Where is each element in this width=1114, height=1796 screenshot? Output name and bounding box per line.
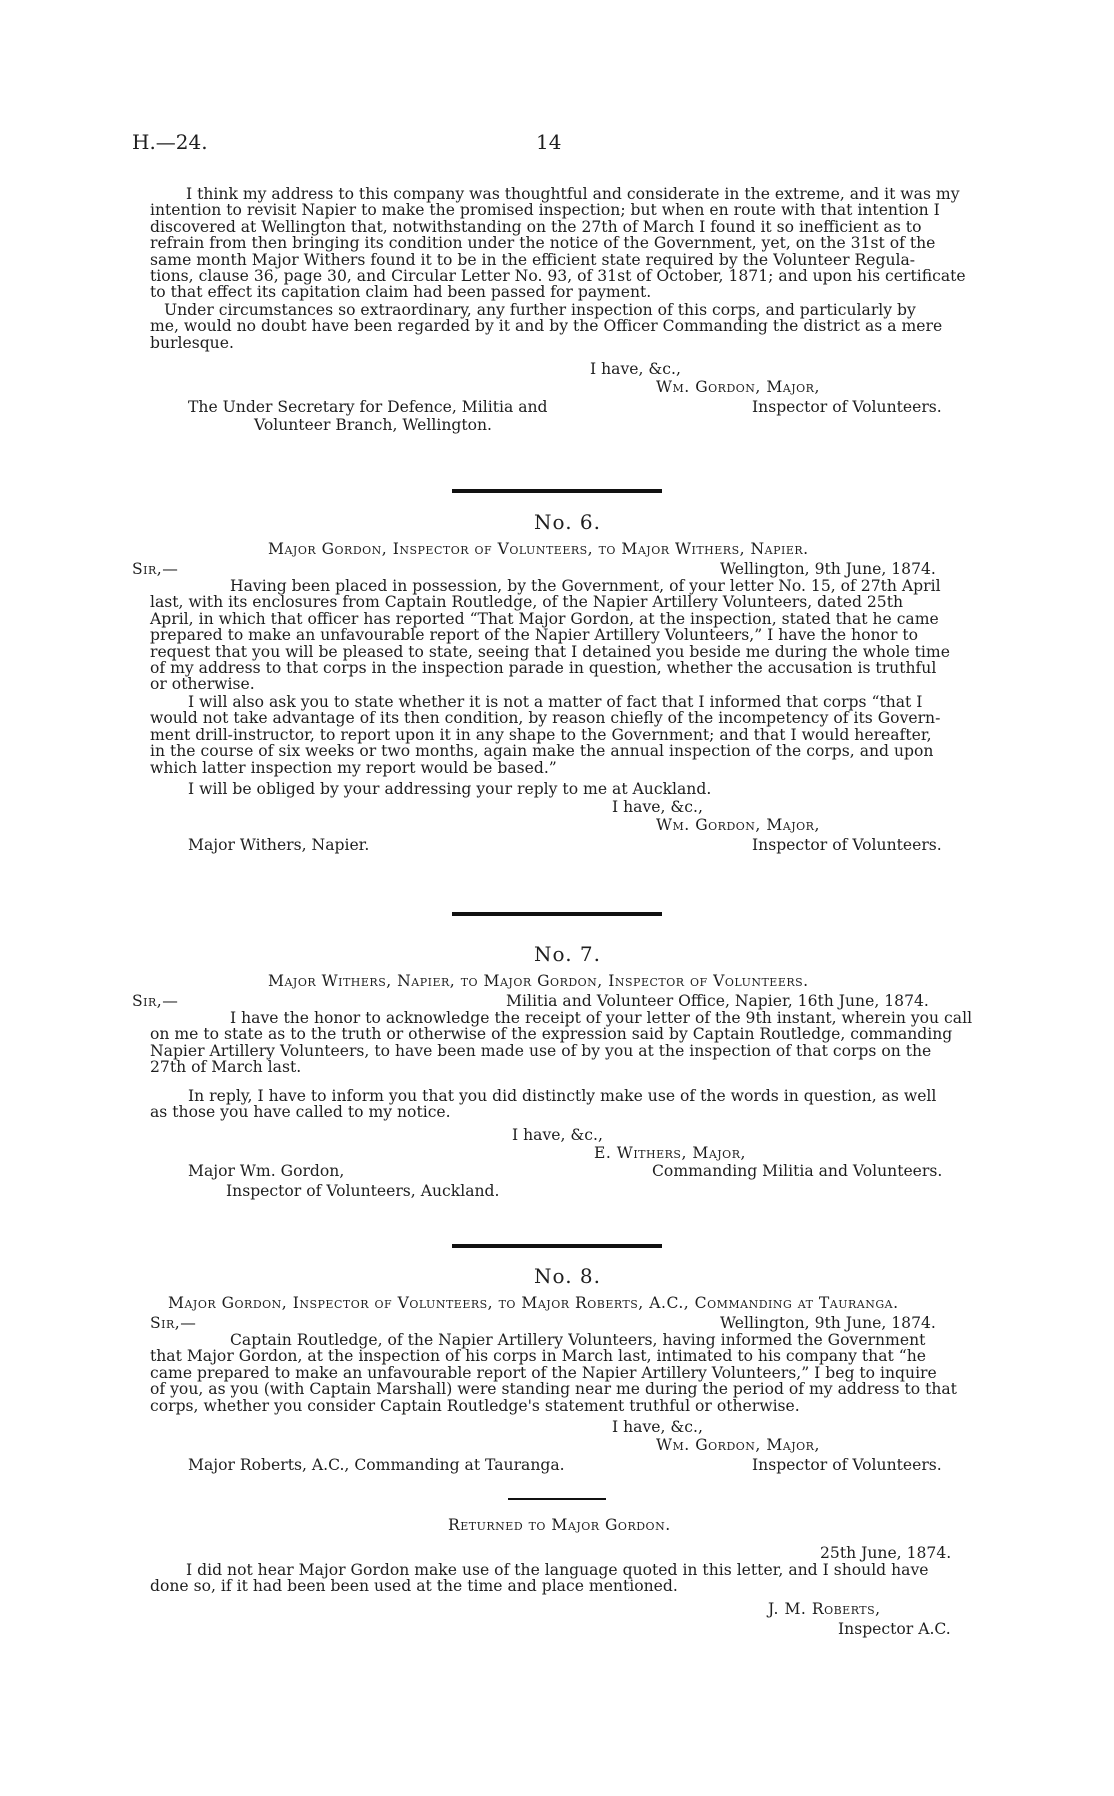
intro-closing: I have, &c., [590, 360, 681, 378]
intro-paragraph-1: I think my address to this company was thoughtful and considerate in the extreme, and it was my intention to revisit Napier to make the promised inspection; but when en route with that intention I discovered at Wellington that, notwithstanding on the 27th of March I found it so inefficient as to refrain from then bringing its condition under the notice of the Government, yet, on the 31st of the same month Major Withers found it to be in the efficient state required by the Volunteer Regula- tions, clause 36, page 30, and Circular Letter No. 93, of 31st of October, 1871; and upon his certificate to that effect its capitation claim had been passed for payment. [150, 185, 966, 302]
no7-closing: I have, &c., [512, 1126, 603, 1144]
no7-salutation: Sir,— [132, 992, 179, 1010]
no7-signer-title: Commanding Militia and Volunteers. [652, 1162, 943, 1180]
page-number: 14 [536, 130, 562, 154]
reply-date: 25th June, 1874. [820, 1544, 952, 1562]
intro-paragraph-2: Under circumstances so extraordinary, any further inspection of this corps, and particularly by me, would no doubt have been regarded by it and by the Officer Commanding the district as a mere burlesque. [150, 301, 943, 352]
document-code: H.—24. [132, 130, 208, 154]
no6-paragraph-2: I will also ask you to state whether it is not a matter of fact that I informed that corps “that I would not take advantage of its then condition, by reason chiefly of the incompetency of its Govern- ment drill-instructor, to report upon it in any shape to the Government; and that I would hereafter, in the course of six weeks or two months, again make the annual inspection of the corps, and upon which latter inspection my report would be based.” [150, 693, 941, 777]
no7-addressee-line1: Major Wm. Gordon, [188, 1162, 345, 1180]
no6-closing: I have, &c., [612, 798, 703, 816]
no7-addressee-line2: Inspector of Volunteers, Auckland. [226, 1182, 500, 1200]
no8-signer: Wm. Gordon, Major, [656, 1436, 820, 1454]
intro-addressee-line1: The Under Secretary for Defence, Militia and [188, 398, 548, 416]
no8-paragraph-1: Captain Routledge, of the Napier Artillery Volunteers, having informed the Government that Major Gordon, at the inspection of his corps in March last, intimated to his company that “he came prepared to make an unfavourable report of the Napier Artillery Volunteers,” I beg to inquire of you, as you (with Captain Marshall) were standing near me during the period of my address to that corps, whether you consider Captain Routledge's statement truthful or otherwise. [150, 1331, 957, 1415]
letter-heading-no6: No. 6. [534, 510, 601, 534]
no8-dateline: Wellington, 9th June, 1874. [720, 1314, 936, 1332]
letter-heading-no7: No. 7. [534, 942, 601, 966]
section-divider [452, 489, 662, 493]
no6-salutation: Sir,— [132, 560, 179, 578]
no7-dateline: Militia and Volunteer Office, Napier, 16th June, 1874. [506, 992, 929, 1010]
no7-paragraph-1: I have the honor to acknowledge the receipt of your letter of the 9th instant, wherein you call on me to state as to the truth or otherwise of the expression said by Captain Routledge, commanding Napier Artillery Volunteers, to have been made use of by you at the inspection of that corps on the 27th of March last. [150, 1009, 973, 1077]
no8-addressee: Major Roberts, A.C., Commanding at Tauranga. [188, 1456, 565, 1474]
reply-signer: J. M. Roberts, [768, 1600, 881, 1618]
letter-heading-no8: No. 8. [534, 1264, 601, 1288]
no8-subtitle: Major Gordon, Inspector of Volunteers, to Major Roberts, A.C., Commanding at Tauranga. [168, 1294, 899, 1312]
reply-paragraph: I did not hear Major Gordon make use of the language quoted in this letter, and I should have done so, if it had been been used at the time and place mentioned. [150, 1561, 929, 1596]
section-divider [452, 1244, 662, 1248]
section-divider [452, 912, 662, 916]
reply-divider [508, 1498, 606, 1500]
no6-signer-title: Inspector of Volunteers. [752, 836, 942, 854]
reply-heading: Returned to Major Gordon. [448, 1516, 671, 1534]
no6-dateline: Wellington, 9th June, 1874. [720, 560, 936, 578]
no7-paragraph-2: In reply, I have to inform you that you did distinctly make use of the words in question, as well as those you have called to my notice. [150, 1087, 937, 1122]
no6-paragraph-1: Having been placed in possession, by the Government, of your letter No. 15, of 27th April last, with its enclosures from Captain Routledge, of the Napier Artillery Volunteers, dated 25th April, in which that officer has reported “That Major Gordon, at the inspection, stated that he came prepared to make an unfavourable report of the Napier Artillery Volunteers,” I have the honor to request that you will be pleased to state, seeing that I detained you beside me during the whole time of my address to that corps in the inspection parade in question, whether the accusation is truthful or otherwise. [150, 577, 950, 694]
no6-addressee: Major Withers, Napier. [188, 836, 370, 854]
no7-subtitle: Major Withers, Napier, to Major Gordon, Inspector of Volunteers. [268, 972, 809, 990]
no8-salutation: Sir,— [150, 1314, 197, 1332]
intro-signer-title: Inspector of Volunteers. [752, 398, 942, 416]
no7-signer: E. Withers, Major, [594, 1144, 746, 1162]
no6-signer: Wm. Gordon, Major, [656, 816, 820, 834]
no6-subtitle: Major Gordon, Inspector of Volunteers, to Major Withers, Napier. [268, 540, 809, 558]
reply-signer-title: Inspector A.C. [838, 1620, 951, 1638]
no8-signer-title: Inspector of Volunteers. [752, 1456, 942, 1474]
intro-addressee-line2: Volunteer Branch, Wellington. [254, 416, 492, 434]
intro-signer: Wm. Gordon, Major, [656, 378, 820, 396]
no6-paragraph-3: I will be obliged by your addressing your reply to me at Auckland. [188, 780, 712, 798]
no8-closing: I have, &c., [612, 1418, 703, 1436]
